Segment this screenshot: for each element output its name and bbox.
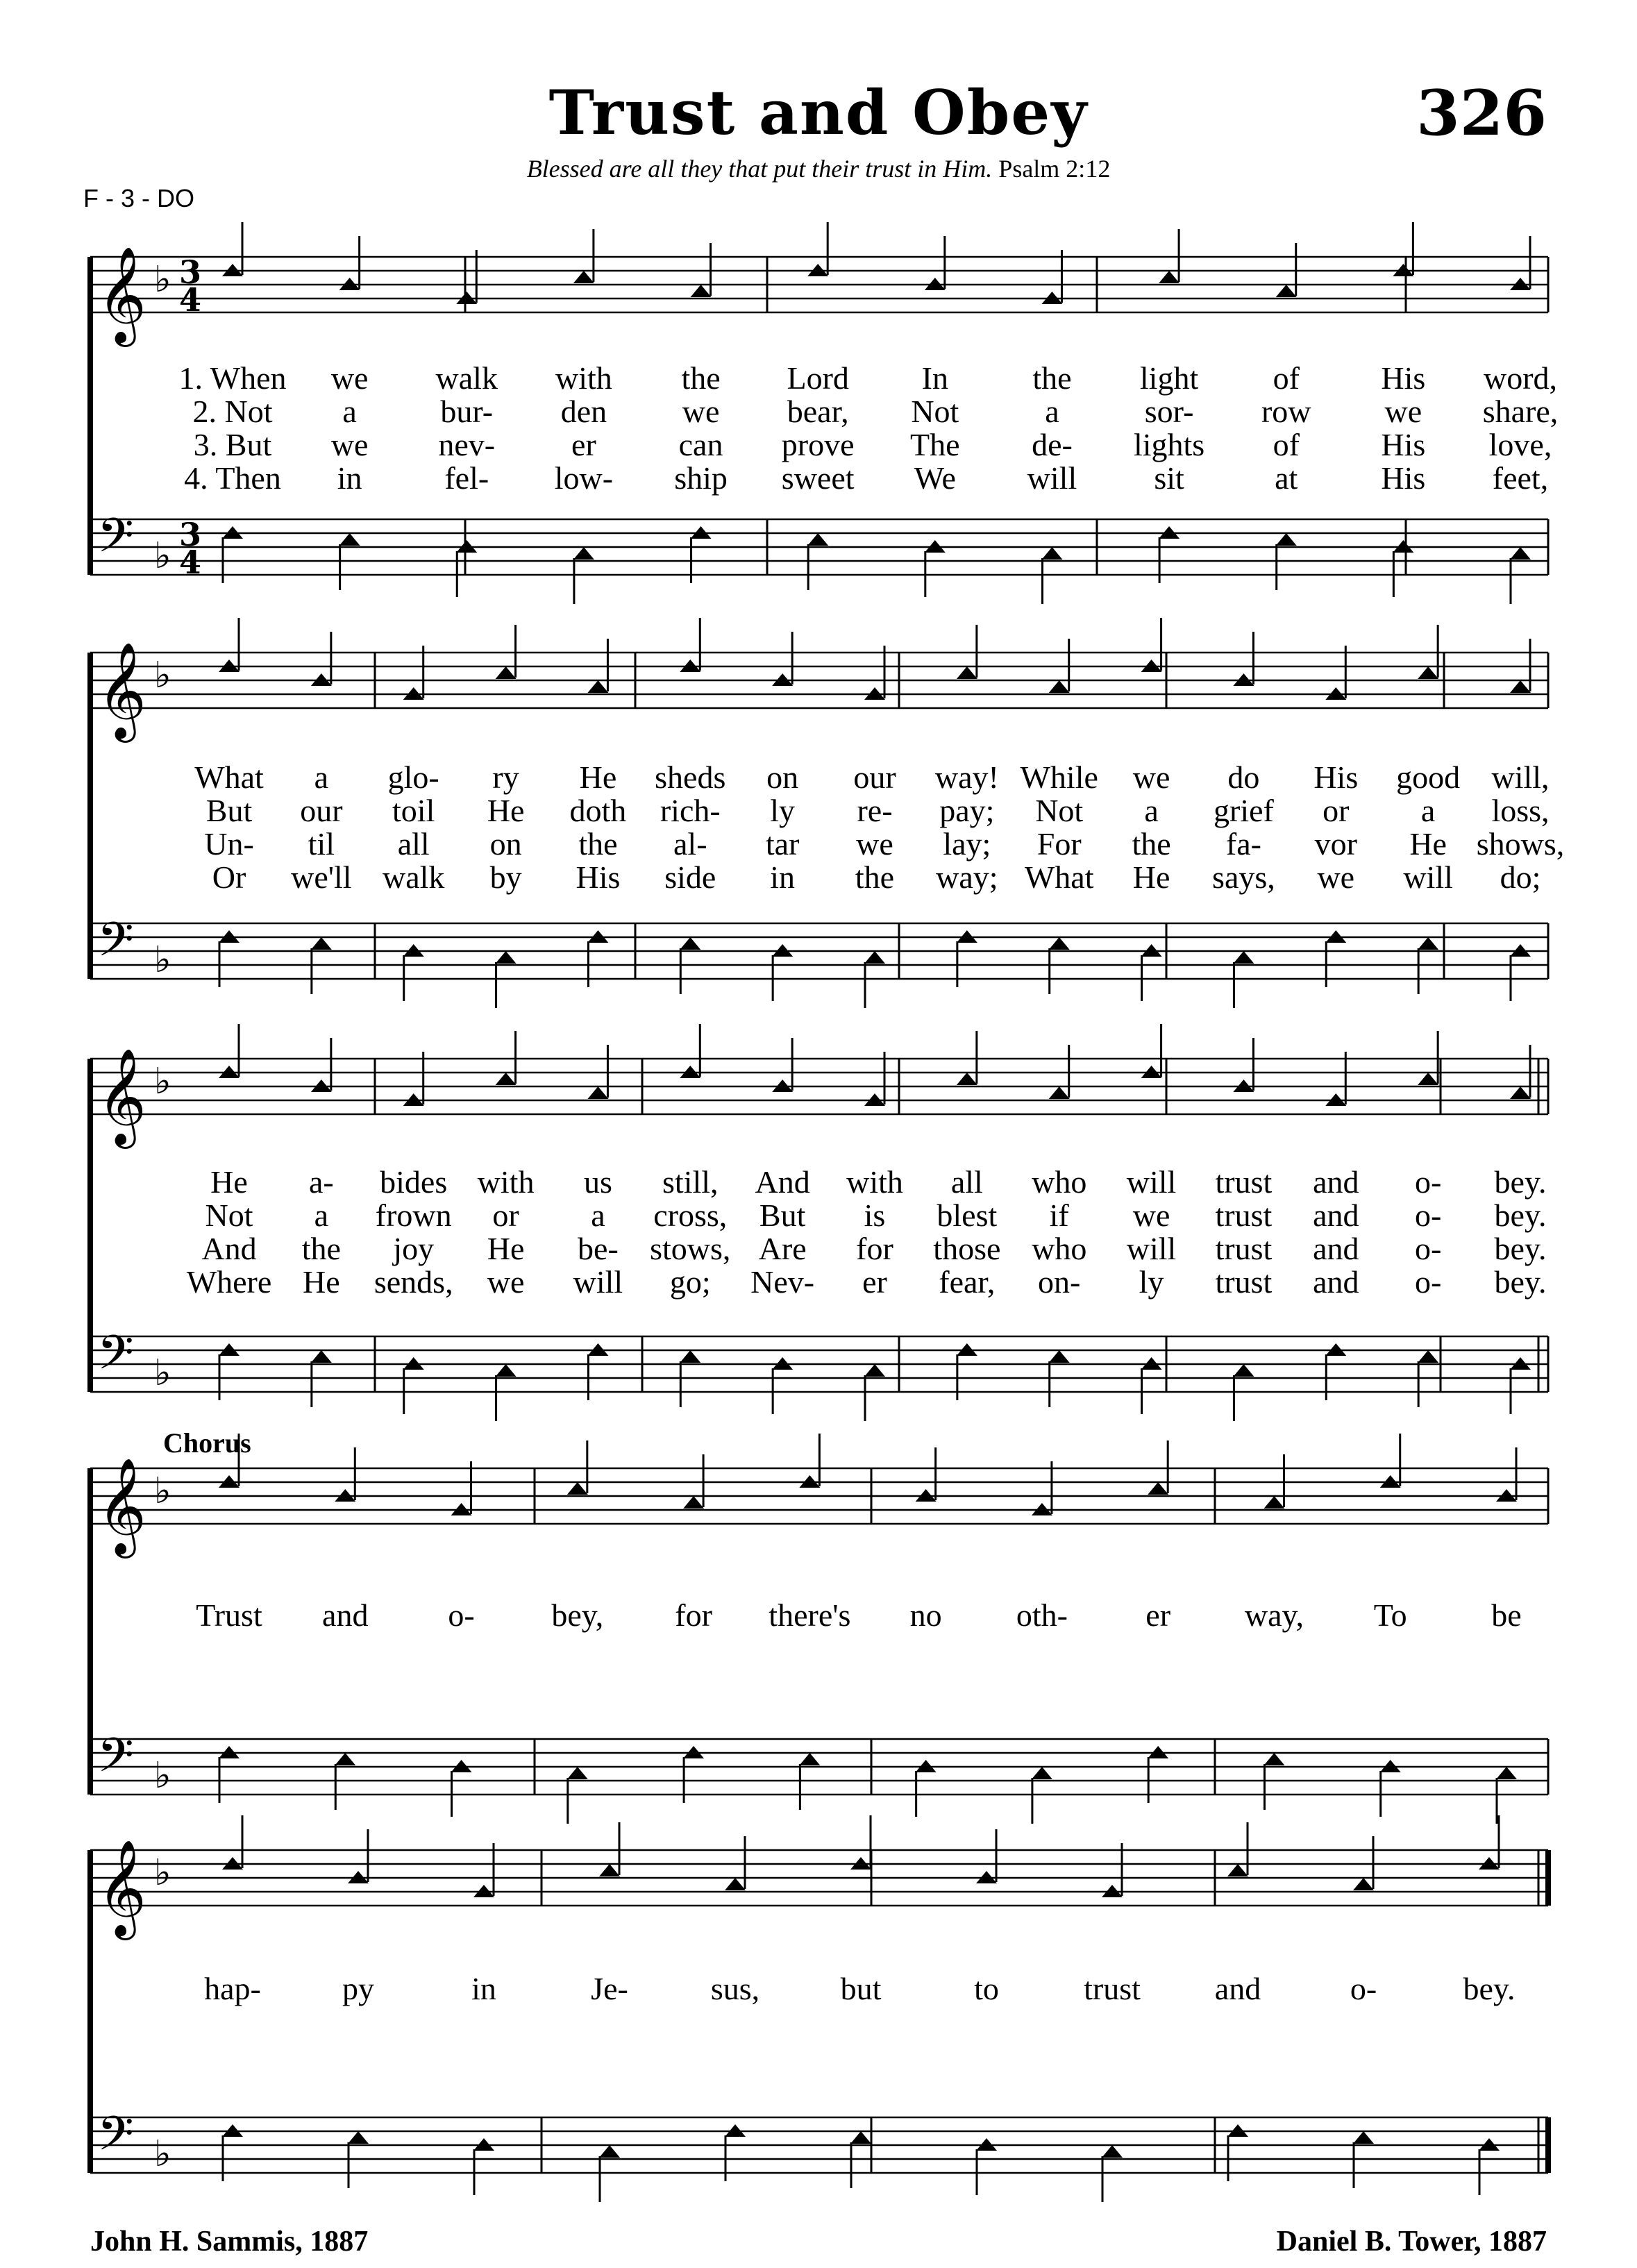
flat-icon: ♭ — [154, 939, 171, 981]
lyric-syllable: a — [314, 1198, 329, 1233]
lyric-syllable: Are — [758, 1231, 807, 1266]
lyric-syllable: sends, — [373, 1264, 453, 1300]
lyric-syllable: And — [201, 1231, 257, 1266]
flat-icon: ♭ — [154, 2133, 171, 2175]
note-head — [1233, 1364, 1254, 1377]
lyric-syllable: py — [342, 1971, 374, 2006]
lyric-syllable: prove — [781, 427, 855, 462]
lyric-syllable: er — [862, 1264, 887, 1300]
system-3 — [90, 1024, 1548, 1421]
note-head — [335, 1753, 355, 1765]
lyric-syllable: of — [1273, 427, 1300, 462]
lyric-syllable: doth — [569, 793, 627, 828]
lyric-syllable: the — [1132, 826, 1171, 862]
flat-icon: ♭ — [154, 1755, 171, 1797]
lyric-syllable: bey. — [1494, 1231, 1547, 1266]
note-head — [1418, 1350, 1438, 1363]
lyric-syllable: good — [1396, 759, 1461, 795]
lyric-syllable: a — [1045, 394, 1059, 429]
lyric-syllable: bides — [380, 1164, 448, 1200]
note-head — [1159, 271, 1180, 283]
lyric-syllable: His — [1313, 759, 1359, 795]
note-head — [567, 1482, 588, 1495]
time-signature-top: 3 — [179, 253, 202, 291]
lyric-syllable: What — [194, 759, 264, 795]
music-credit: Daniel B. Tower, 1887 — [1276, 2226, 1547, 2258]
lyric-syllable: er — [571, 427, 596, 462]
lyric-syllable: sheds — [655, 759, 726, 795]
lyric-syllable: bey. — [1494, 1198, 1547, 1233]
note-head — [311, 937, 332, 950]
note-head — [567, 1767, 588, 1779]
note-head — [1353, 2131, 1374, 2144]
lyric-syllable: our — [300, 793, 343, 828]
lyric-syllable: but — [840, 1971, 882, 2006]
lyric-syllable: we — [1132, 1198, 1170, 1233]
lyric-syllable: fa- — [1225, 826, 1261, 862]
lyric-syllable: there's — [769, 1597, 851, 1633]
lyric-syllable: on — [766, 759, 799, 795]
note-head — [1510, 1086, 1531, 1099]
lyric-syllable: o- — [1414, 1198, 1442, 1233]
key-label: F - 3 - DO — [83, 184, 194, 212]
lyric-syllable: on — [489, 826, 522, 862]
note-head — [1148, 1482, 1168, 1495]
note-head — [1049, 1350, 1070, 1363]
lyric-syllable: a — [314, 759, 329, 795]
flat-icon: ♭ — [154, 1352, 171, 1394]
lyric-syllable: do — [1227, 759, 1260, 795]
lyric-syllable: and — [1313, 1198, 1359, 1233]
note-head — [573, 271, 594, 283]
lyric-syllable: way! — [934, 759, 999, 795]
note-head — [1418, 937, 1438, 950]
lyric-syllable: we — [330, 360, 369, 396]
lyric-syllable: His — [1381, 360, 1426, 396]
lyric-syllable: the — [578, 826, 618, 862]
lyric-syllable: go; — [669, 1264, 711, 1300]
lyric-syllable: sor- — [1144, 394, 1194, 429]
lyric-syllable: Nev- — [750, 1264, 815, 1300]
lyric-syllable: says, — [1212, 859, 1275, 895]
lyric-syllable: in — [471, 1971, 496, 2006]
time-signature-bottom: 4 — [179, 281, 202, 319]
note-head — [680, 937, 700, 950]
lyric-syllable: if — [1049, 1198, 1069, 1233]
lyric-syllable: bey. — [1494, 1264, 1547, 1300]
lyric-syllable: Not — [1035, 793, 1084, 828]
lyric-syllable: We — [914, 460, 956, 496]
lyric-syllable: blest — [937, 1198, 998, 1233]
lyric-syllable: who — [1032, 1164, 1087, 1200]
lyric-syllable: rich- — [660, 793, 721, 828]
lyric-syllable: will — [1027, 460, 1077, 496]
lyric-syllable: toil — [392, 793, 435, 828]
lyric-syllable: a — [342, 394, 357, 429]
system-1 — [90, 222, 1558, 604]
lyric-syllable: or — [1323, 793, 1350, 828]
note-head — [957, 666, 977, 679]
lyric-syllable: feet, — [1492, 460, 1549, 496]
time-signature-top: 3 — [179, 516, 202, 553]
lyric-syllable: walk — [435, 360, 498, 396]
flat-icon: ♭ — [154, 535, 171, 577]
lyric-syllable: grief — [1214, 793, 1274, 828]
bass-clef-icon: 𝄢 — [97, 2107, 134, 2173]
epigraph-quote: Blessed are all they that put their trust in Him. — [526, 155, 993, 183]
note-head — [573, 547, 594, 560]
lyric-syllable: Je- — [591, 1971, 628, 2006]
note-head — [348, 2131, 369, 2144]
lyric-syllable: 1. When — [178, 360, 287, 396]
lyric-syllable: The — [910, 427, 960, 462]
lyric-syllable: He — [1132, 859, 1170, 895]
note-head — [339, 533, 360, 546]
lyric-syllable: His — [1381, 427, 1426, 462]
lyric-syllable: those — [933, 1231, 1001, 1266]
note-head — [799, 1753, 820, 1765]
lyric-syllable: He — [303, 1264, 340, 1300]
flat-icon: ♭ — [154, 1061, 171, 1102]
lyric-syllable: will — [1126, 1231, 1177, 1266]
note-head — [807, 533, 828, 546]
lyric-syllable: we — [330, 427, 369, 462]
system-2 — [90, 618, 1564, 1008]
lyric-syllable: nev- — [438, 427, 496, 462]
words-credit: John H. Sammis, 1887 — [90, 2226, 369, 2258]
flat-icon: ♭ — [154, 1852, 171, 1894]
lyric-syllable: a — [1144, 793, 1159, 828]
note-head — [680, 1350, 700, 1363]
lyric-syllable: side — [664, 859, 716, 895]
lyric-syllable: 3. But — [193, 427, 272, 462]
lyric-syllable: o- — [1414, 1264, 1442, 1300]
note-head — [1510, 680, 1531, 693]
note-head — [683, 1496, 704, 1509]
note-head — [496, 951, 517, 964]
lyric-syllable: a — [1420, 793, 1436, 828]
lyric-syllable: to — [974, 1971, 999, 2006]
note-head — [725, 1878, 746, 1890]
flat-icon: ♭ — [154, 1470, 171, 1512]
lyric-syllable: For — [1036, 826, 1082, 862]
lyric-syllable: by — [489, 859, 522, 895]
lyric-syllable: bur- — [440, 394, 494, 429]
lyric-syllable: we'll — [291, 859, 352, 895]
note-head — [1264, 1753, 1284, 1765]
note-head — [864, 1364, 885, 1377]
lyric-syllable: o- — [448, 1597, 475, 1633]
note-head — [957, 1073, 977, 1085]
lyric-syllable: be- — [578, 1231, 619, 1266]
lyric-syllable: He — [487, 1231, 525, 1266]
lyric-syllable: trust — [1215, 1198, 1273, 1233]
lyric-syllable: row — [1261, 394, 1311, 429]
lyric-syllable: er — [1145, 1597, 1171, 1633]
lyric-syllable: a — [591, 1198, 605, 1233]
lyric-syllable: frown — [375, 1198, 452, 1233]
bass-clef-icon: 𝄢 — [97, 913, 134, 979]
lyric-syllable: re- — [857, 793, 893, 828]
lyric-syllable: still, — [662, 1164, 719, 1200]
lyric-syllable: 4. Then — [184, 460, 281, 496]
lyric-syllable: oth- — [1016, 1597, 1068, 1633]
lyric-syllable: and — [322, 1597, 369, 1633]
note-head — [587, 680, 608, 693]
note-head — [1418, 666, 1438, 679]
lyric-syllable: the — [681, 360, 721, 396]
treble-clef-icon: 𝄞 — [97, 246, 146, 343]
lyric-syllable: til — [308, 826, 335, 862]
lyric-syllable: we — [682, 394, 720, 429]
bass-clef-icon: 𝄢 — [97, 509, 134, 575]
lyric-syllable: at — [1275, 460, 1298, 496]
lyric-syllable: share, — [1482, 394, 1559, 429]
lyric-syllable: In — [921, 360, 948, 396]
lyric-syllable: sweet — [781, 460, 855, 496]
note-head — [496, 666, 517, 679]
lyric-syllable: or — [492, 1198, 519, 1233]
lyric-syllable: den — [560, 394, 607, 429]
lyric-syllable: He — [579, 759, 617, 795]
lyric-syllable: Where — [186, 1264, 272, 1300]
lyric-syllable: all — [397, 826, 430, 862]
lyric-syllable: ry — [492, 759, 519, 795]
lyric-syllable: low- — [554, 460, 614, 496]
lyric-syllable: will — [1403, 859, 1453, 895]
lyric-syllable: we — [1384, 394, 1422, 429]
lyric-syllable: a- — [308, 1164, 334, 1200]
lyric-syllable: sus, — [710, 1971, 760, 2006]
lyric-syllable: we — [1132, 759, 1170, 795]
note-head — [587, 1086, 608, 1099]
treble-clef-icon: 𝄞 — [97, 642, 146, 739]
lyric-syllable: with — [555, 360, 612, 396]
lyric-syllable: He — [1409, 826, 1447, 862]
note-head — [1102, 2145, 1123, 2158]
lyric-syllable: He — [487, 793, 525, 828]
lyric-syllable: and — [1214, 1971, 1261, 2006]
lyric-syllable: ship — [674, 460, 728, 496]
note-head — [1233, 951, 1254, 964]
note-head — [1496, 1767, 1517, 1779]
note-head — [1227, 1864, 1248, 1876]
lyric-syllable: our — [853, 759, 896, 795]
lyric-syllable: joy — [393, 1231, 435, 1266]
lyric-syllable: with — [846, 1164, 903, 1200]
lyric-syllable: us — [583, 1164, 612, 1200]
lyric-syllable: ly — [770, 793, 796, 828]
lyric-syllable: way, — [1244, 1597, 1304, 1633]
note-head — [599, 1864, 620, 1876]
lyric-syllable: fear, — [939, 1264, 996, 1300]
lyric-syllable: His — [1381, 460, 1426, 496]
lyric-syllable: bey. — [1463, 1971, 1516, 2006]
lyric-syllable: What — [1024, 859, 1094, 895]
flat-icon: ♭ — [154, 655, 171, 696]
lyric-syllable: lay; — [943, 826, 991, 862]
lyric-syllable: stows, — [650, 1231, 731, 1266]
lyric-syllable: But — [759, 1198, 806, 1233]
lyric-syllable: all — [950, 1164, 983, 1200]
lyric-syllable: love, — [1488, 427, 1552, 462]
lyric-syllable: But — [205, 793, 253, 828]
lyric-syllable: will — [573, 1264, 623, 1300]
lyric-syllable: To — [1373, 1597, 1407, 1633]
lyric-syllable: 2. Not — [192, 394, 273, 429]
lyric-syllable: trust — [1084, 1971, 1141, 2006]
lyric-syllable: Trust — [196, 1597, 262, 1633]
lyric-syllable: Not — [911, 394, 959, 429]
treble-clef-icon: 𝄞 — [97, 1840, 146, 1936]
lyric-syllable: who — [1032, 1231, 1087, 1266]
lyric-syllable: pay; — [939, 793, 995, 828]
lyric-syllable: for — [856, 1231, 893, 1266]
note-head — [496, 1364, 517, 1377]
lyric-syllable: trust — [1215, 1231, 1273, 1266]
note-head — [311, 1350, 332, 1363]
lyric-syllable: o- — [1414, 1164, 1442, 1200]
note-head — [496, 1073, 517, 1085]
time-signature-bottom: 4 — [179, 544, 202, 581]
lyric-syllable: way; — [936, 859, 998, 895]
lyric-syllable: cross, — [653, 1198, 728, 1233]
hymn-number: 326 — [1416, 76, 1547, 150]
lyric-syllable: o- — [1350, 1971, 1377, 2006]
lyric-syllable: al- — [673, 826, 707, 862]
lyric-syllable: no — [909, 1597, 942, 1633]
lyric-syllable: loss, — [1491, 793, 1550, 828]
treble-clef-icon: 𝄞 — [97, 1048, 146, 1145]
lyric-syllable: lights — [1133, 427, 1205, 462]
bass-clef-icon: 𝄢 — [97, 1729, 134, 1795]
note-head — [1510, 547, 1531, 560]
lyric-syllable: word, — [1483, 360, 1558, 396]
lyric-syllable: and — [1313, 1264, 1359, 1300]
lyric-syllable: His — [576, 859, 621, 895]
lyric-syllable: glo- — [387, 759, 439, 795]
lyric-syllable: and — [1313, 1231, 1359, 1266]
note-head — [1041, 547, 1062, 560]
lyric-syllable: shows, — [1476, 826, 1565, 862]
lyric-syllable: on- — [1038, 1264, 1081, 1300]
lyric-syllable: will, — [1491, 759, 1550, 795]
lyric-syllable: for — [675, 1597, 712, 1633]
lyric-syllable: bey. — [1494, 1164, 1547, 1200]
lyric-syllable: can — [678, 427, 723, 462]
lyric-syllable: will — [1126, 1164, 1177, 1200]
lyric-syllable: Or — [212, 859, 246, 895]
lyric-syllable: Not — [205, 1198, 253, 1233]
bass-clef-icon: 𝄢 — [97, 1326, 134, 1392]
system-5 — [90, 1815, 1548, 2202]
lyric-syllable: fel- — [444, 460, 489, 496]
lyric-syllable: He — [210, 1164, 248, 1200]
treble-clef-icon: 𝄞 — [97, 1458, 146, 1554]
lyric-syllable: Un- — [204, 826, 254, 862]
lyric-syllable: of — [1273, 360, 1300, 396]
flat-icon: ♭ — [154, 259, 171, 301]
lyric-syllable: and — [1313, 1164, 1359, 1200]
note-head — [1418, 1073, 1438, 1085]
lyric-syllable: trust — [1215, 1164, 1273, 1200]
lyric-syllable: While — [1020, 759, 1098, 795]
note-head — [1264, 1496, 1284, 1509]
lyric-syllable: is — [864, 1198, 886, 1233]
lyric-syllable: be — [1491, 1597, 1522, 1633]
lyric-syllable: the — [855, 859, 895, 895]
note-head — [1049, 1086, 1070, 1099]
lyric-syllable: vor — [1314, 826, 1357, 862]
system-4 — [90, 1434, 1548, 1824]
note-head — [1032, 1767, 1052, 1779]
lyric-syllable: light — [1139, 360, 1199, 396]
lyric-syllable: hap- — [204, 1971, 261, 2006]
epigraph-reference: Psalm 2:12 — [998, 155, 1111, 183]
note-head — [1276, 533, 1297, 546]
lyric-syllable: do; — [1500, 859, 1541, 895]
note-head — [1276, 285, 1297, 297]
lyric-syllable: And — [755, 1164, 810, 1200]
note-head — [599, 2145, 620, 2158]
lyric-syllable: o- — [1414, 1231, 1442, 1266]
note-head — [1049, 680, 1070, 693]
note-head — [1049, 937, 1070, 950]
note-head — [691, 285, 712, 297]
lyric-syllable: ly — [1139, 1264, 1164, 1300]
chorus-label: Chorus — [163, 1427, 251, 1459]
lyric-syllable: sit — [1154, 460, 1184, 496]
lyric-syllable: we — [856, 826, 893, 862]
lyric-syllable: we — [1317, 859, 1355, 895]
lyric-syllable: tar — [765, 826, 800, 862]
lyric-syllable: with — [477, 1164, 535, 1200]
hymn-title: Trust and Obey — [548, 76, 1089, 149]
note-head — [850, 2131, 871, 2144]
lyric-syllable: in — [770, 859, 796, 895]
lyric-syllable: we — [487, 1264, 525, 1300]
lyric-syllable: walk — [383, 859, 445, 895]
lyric-syllable: the — [1032, 360, 1072, 396]
lyric-syllable: de- — [1032, 427, 1073, 462]
lyric-syllable: the — [301, 1231, 341, 1266]
lyric-syllable: bey, — [551, 1597, 604, 1633]
lyric-syllable: bear, — [787, 394, 849, 429]
lyric-syllable: trust — [1215, 1264, 1273, 1300]
lyric-syllable: Lord — [787, 360, 849, 396]
note-head — [864, 951, 885, 964]
note-head — [1353, 1878, 1374, 1890]
lyric-syllable: in — [337, 460, 362, 496]
